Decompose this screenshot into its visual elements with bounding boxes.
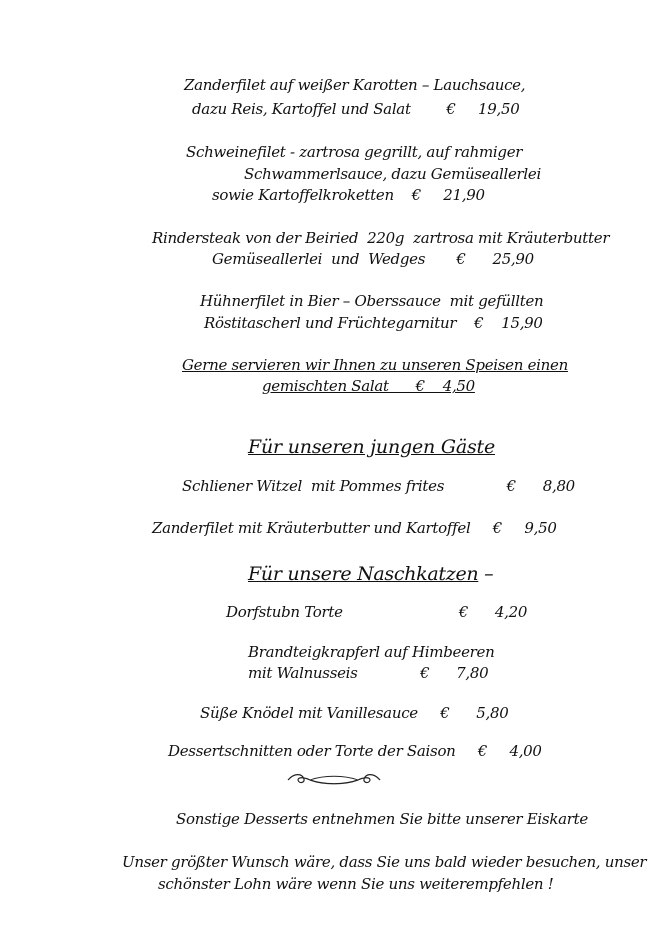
kids-item-1: Schliener Witzel mit Pommes frites € 8,80 bbox=[182, 477, 575, 495]
main-dish-2-line-1: Schweinefilet - zartrosa gegrillt, auf rahmiger bbox=[186, 143, 523, 161]
dessert-heading: Für unsere Naschkatzen bbox=[248, 563, 479, 585]
dessert-item-4: Dessertschnitten oder Torte der Saison € 4,00 bbox=[168, 742, 542, 760]
dessert-heading-row bbox=[248, 563, 493, 585]
salad-note-line-1: Gerne servieren wir Ihnen zu unseren Speisen einen bbox=[182, 356, 568, 374]
closing-line-1: Unser größter Wunsch wäre, dass Sie uns bald wieder besuchen, unser bbox=[122, 853, 647, 871]
dessert-item-2-line-1: Brandteigkrapferl auf Himbeeren bbox=[248, 643, 495, 661]
main-dish-1-line-2: dazu Reis, Kartoffel und Salat € 19,50 bbox=[192, 100, 520, 118]
closing-line-2: schönster Lohn wäre wenn Sie uns weiterempfehlen ! bbox=[158, 875, 554, 893]
dessert-heading-dash: – bbox=[478, 563, 494, 585]
main-dish-1-line-1: Zanderfilet auf weißer Karotten – Lauchsauce, bbox=[184, 76, 526, 94]
kids-heading: Für unseren jungen Gäste bbox=[248, 436, 495, 458]
main-dish-4-line-1: Hühnerfilet in Bier – Oberssauce mit gefüllten bbox=[200, 292, 544, 310]
other-desserts-note: Sonstige Desserts entnehmen Sie bitte unserer Eiskarte bbox=[176, 810, 588, 828]
main-dish-3-line-1: Rindersteak von der Beiried 220g zartrosa mit Kräuterbutter bbox=[152, 229, 610, 247]
dessert-item-3: Süße Knödel mit Vanillesauce € 5,80 bbox=[200, 704, 509, 722]
main-dish-2-line-2: Schwammerlsauce, dazu Gemüseallerlei bbox=[244, 165, 541, 183]
flourish-divider-icon bbox=[284, 770, 384, 790]
kids-item-2: Zanderfilet mit Kräuterbutter und Kartoffel € 9,50 bbox=[152, 519, 557, 537]
main-dish-3-line-2: Gemüseallerlei und Wedges € 25,90 bbox=[212, 250, 534, 268]
dessert-item-1: Dorfstubn Torte € 4,20 bbox=[226, 603, 528, 621]
main-dish-4-line-2: Röstitascherl und Früchtegarnitur € 15,90 bbox=[204, 314, 543, 332]
main-dish-2-line-3: sowie Kartoffelkroketten € 21,90 bbox=[212, 186, 485, 204]
dessert-item-2-line-2: mit Walnusseis € 7,80 bbox=[248, 664, 489, 682]
salad-note-line-2: gemischten Salat € 4,50 bbox=[262, 377, 475, 395]
